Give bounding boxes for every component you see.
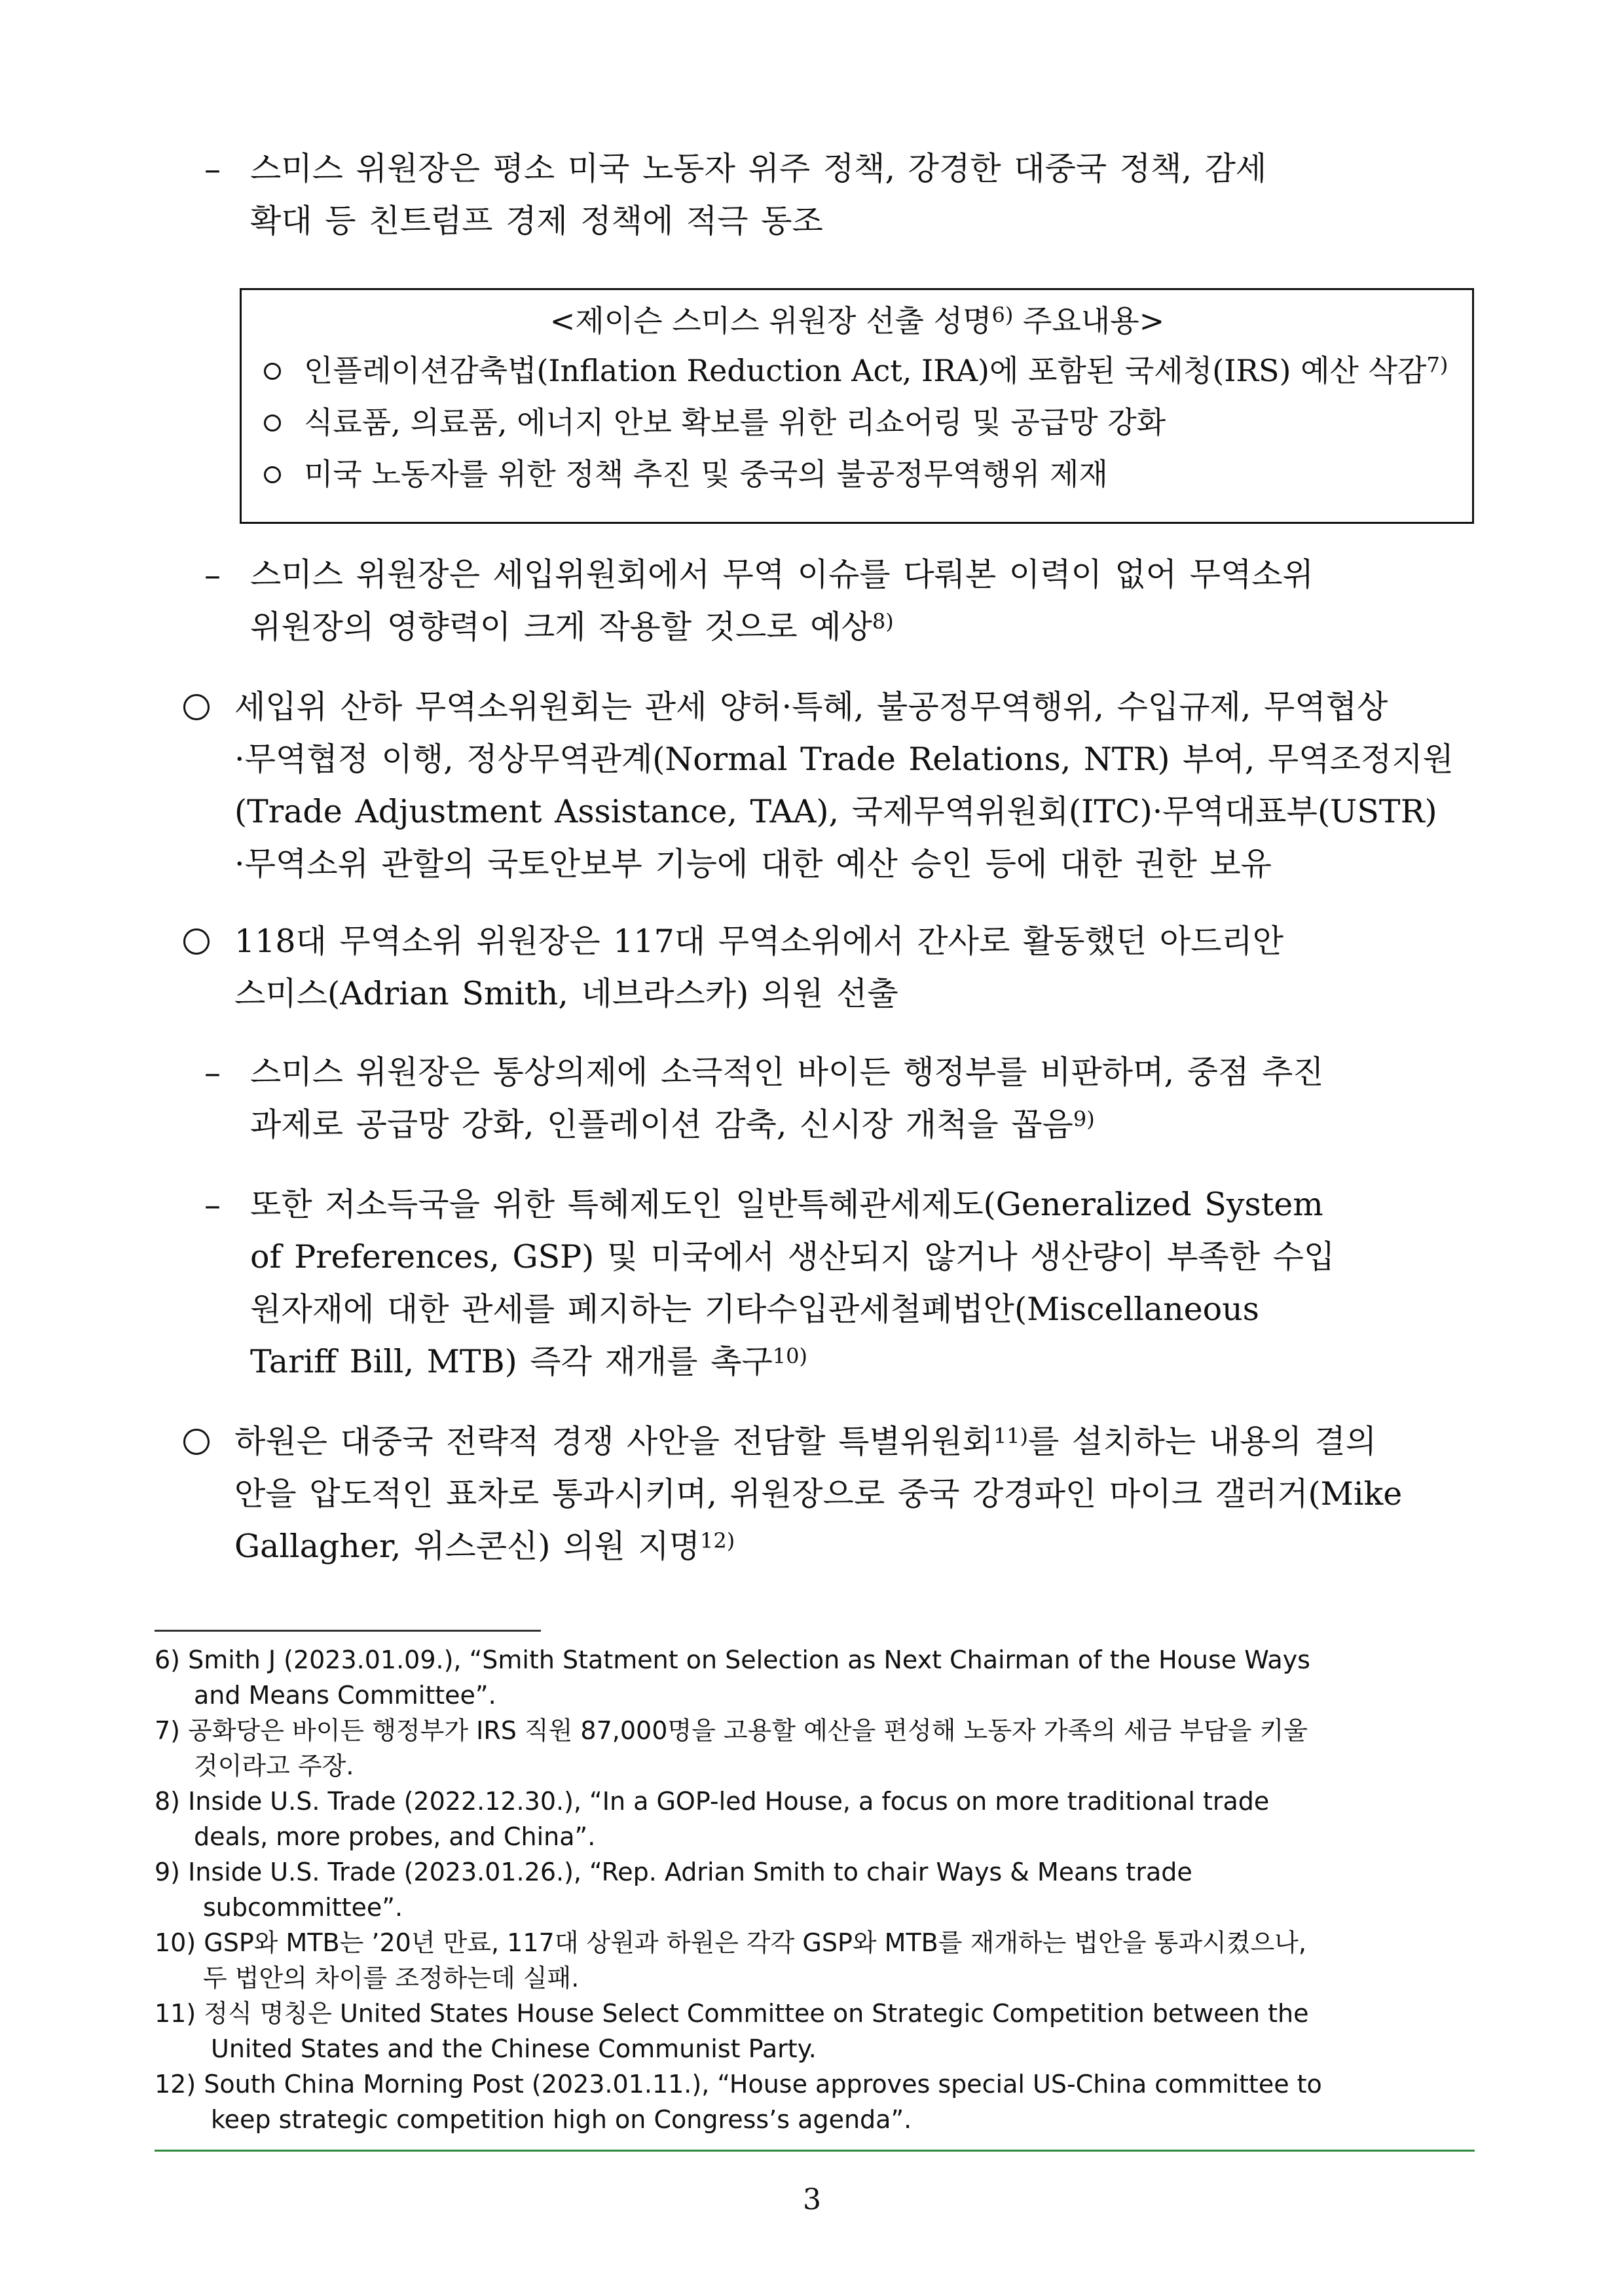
text-line: 안을 압도적인 표차로 통과시키며, 위원장으로 중국 강경파인 마이크 갤러거(Mike xyxy=(234,1475,1403,1513)
footnote-ref: 7) xyxy=(1426,352,1449,377)
text-line xyxy=(250,1336,807,1388)
text-span: 과제로 공급망 강화, 인플레이션 감축, 신시장 개척을 꼽음 xyxy=(250,1106,1073,1143)
footnote-ref: 6) xyxy=(991,303,1014,327)
footnote-11-line1: 11) 정식 명칭은 United States House Select Committee on Strategic Competition between the xyxy=(155,1999,1309,2028)
circle-marker xyxy=(183,928,210,955)
footnote-7-line1: 7) 공화당은 바이든 행정부가 IRS 직원 87,000명을 고용할 예산을 편성해 노동자 가족의 세금 부담을 키울 xyxy=(155,1716,1308,1745)
box-item-text: 인플레이션감축법(Inflation Reduction Act, IRA)에 포함된 국세청(IRS) 예산 삭감 xyxy=(304,353,1427,388)
box-title-text: <제이슨 스미스 위원장 선출 성명 xyxy=(549,303,992,339)
dash-marker: – xyxy=(204,1186,221,1224)
circle-marker xyxy=(264,363,281,380)
footnote-ref: 8) xyxy=(872,609,894,634)
text-line: 또한 저소득국을 위한 특혜제도인 일반특혜관세제도(Generalized System xyxy=(250,1186,1323,1223)
circle-marker xyxy=(264,414,281,431)
box-item: 식료품, 의료품, 에너지 안보 확보를 위한 리쇼어링 및 공급망 강화 xyxy=(304,405,1166,440)
box-title-end: 주요내용> xyxy=(1013,303,1165,339)
box-item: 미국 노동자를 위한 정책 추진 및 중국의 불공정무역행위 제재 xyxy=(304,456,1108,492)
footnote-6-line2: and Means Committee”. xyxy=(194,1681,496,1710)
text-line xyxy=(234,1520,735,1573)
text-span: 위원장의 영향력이 크게 작용할 것으로 예상 xyxy=(250,608,872,646)
footnote-8-line2: deals, more probes, and China”. xyxy=(194,1822,596,1851)
text-line: of Preferences, GSP) 및 미국에서 생산되지 않거나 생산량이 부족한 수입 xyxy=(250,1238,1335,1276)
footnote-12-line2: keep strategic competition high on Congress’s agenda”. xyxy=(211,2105,912,2134)
footnote-ref: 12) xyxy=(699,1528,735,1553)
text-line: 118대 무역소위 위원장은 117대 무역소위에서 간사로 활동했던 아드리안 xyxy=(234,923,1284,960)
text-line: 세입위 산하 무역소위원회는 관세 양허·특혜, 불공정무역행위, 수입규제, 무역협상 xyxy=(234,688,1388,725)
footnote-9-line2: subcommittee”. xyxy=(203,1893,403,1922)
circle-marker xyxy=(183,1429,210,1455)
footnote-ref: 9) xyxy=(1073,1107,1095,1131)
text-line: 확대 등 친트럼프 경제 정책에 적극 동조 xyxy=(250,202,823,240)
box-item xyxy=(304,348,1448,394)
text-line: 스미스 위원장은 세입위원회에서 무역 이슈를 다뤄본 이력이 없어 무역소위 xyxy=(250,556,1314,593)
footnote-8-line1: 8) Inside U.S. Trade (2022.12.30.), “In a GOP-led House, a focus on more traditional trade xyxy=(155,1787,1270,1816)
box-title xyxy=(242,298,1473,344)
text-span: 를 설치하는 내용의 결의 xyxy=(1028,1423,1377,1460)
text-span: Gallagher, 위스콘신) 의원 지명 xyxy=(234,1528,700,1565)
footnote-11-line2: United States and the Chinese Communist Party. xyxy=(211,2034,817,2063)
circle-marker xyxy=(264,466,281,483)
text-line xyxy=(250,601,894,653)
footnote-separator xyxy=(155,1630,541,1632)
footnote-6-line1: 6) Smith J (2023.01.09.), “Smith Statment on Selection as Next Chairman of the House Ways xyxy=(155,1645,1310,1674)
text-line: ·무역협정 이행, 정상무역관계(Normal Trade Relations, NTR) 부여, 무역조정지원 xyxy=(234,741,1454,778)
page-number: 3 xyxy=(803,2183,821,2216)
text-line: 스미스(Adrian Smith, 네브라스카) 의원 선출 xyxy=(234,975,898,1012)
text-line: 원자재에 대한 관세를 폐지하는 기타수입관세철폐법안(Miscellaneous xyxy=(250,1291,1259,1328)
dash-marker: – xyxy=(204,556,221,594)
footer-rule xyxy=(155,2150,1475,2152)
footnote-9-line1: 9) Inside U.S. Trade (2023.01.26.), “Rep. Adrian Smith to chair Ways & Means trade xyxy=(155,1858,1192,1886)
text-line xyxy=(250,1099,1095,1151)
text-line xyxy=(234,1416,1376,1468)
text-line: 스미스 위원장은 통상의제에 소극적인 바이든 행정부를 비판하며, 중점 추진 xyxy=(250,1054,1324,1091)
text-span: 하원은 대중국 전략적 경쟁 사안을 전담할 특별위원회 xyxy=(234,1423,993,1460)
text-line: 스미스 위원장은 평소 미국 노동자 위주 정책, 강경한 대중국 정책, 감세 xyxy=(250,150,1267,187)
dash-marker: – xyxy=(204,150,221,188)
dash-marker: – xyxy=(204,1054,221,1092)
text-line: ·무역소위 관할의 국토안보부 기능에 대한 예산 승인 등에 대한 권한 보유 xyxy=(234,845,1272,883)
footnote-ref: 11) xyxy=(993,1423,1029,1448)
text-span: Tariff Bill, MTB) 즉각 재개를 촉구 xyxy=(250,1343,773,1380)
circle-marker xyxy=(183,694,210,720)
footnote-12-line1: 12) South China Morning Post (2023.01.11.), “House approves special US-China committee to xyxy=(155,2070,1322,2099)
text-line: (Trade Adjustment Assistance, TAA), 국제무역위원회(ITC)·무역대표부(USTR) xyxy=(234,793,1437,830)
summary-box xyxy=(240,288,1474,524)
footnote-10-line1: 10) GSP와 MTB는 ’20년 만료, 117대 상원과 하원은 각각 GSP와 MTB를 재개하는 법안을 통과시켰으나, xyxy=(155,1928,1306,1957)
footnote-ref: 10) xyxy=(772,1344,807,1368)
footnote-7-line2: 것이라고 주장. xyxy=(194,1752,354,1780)
footnote-10-line2: 두 법안의 차이를 조정하는데 실패. xyxy=(203,1964,580,1992)
